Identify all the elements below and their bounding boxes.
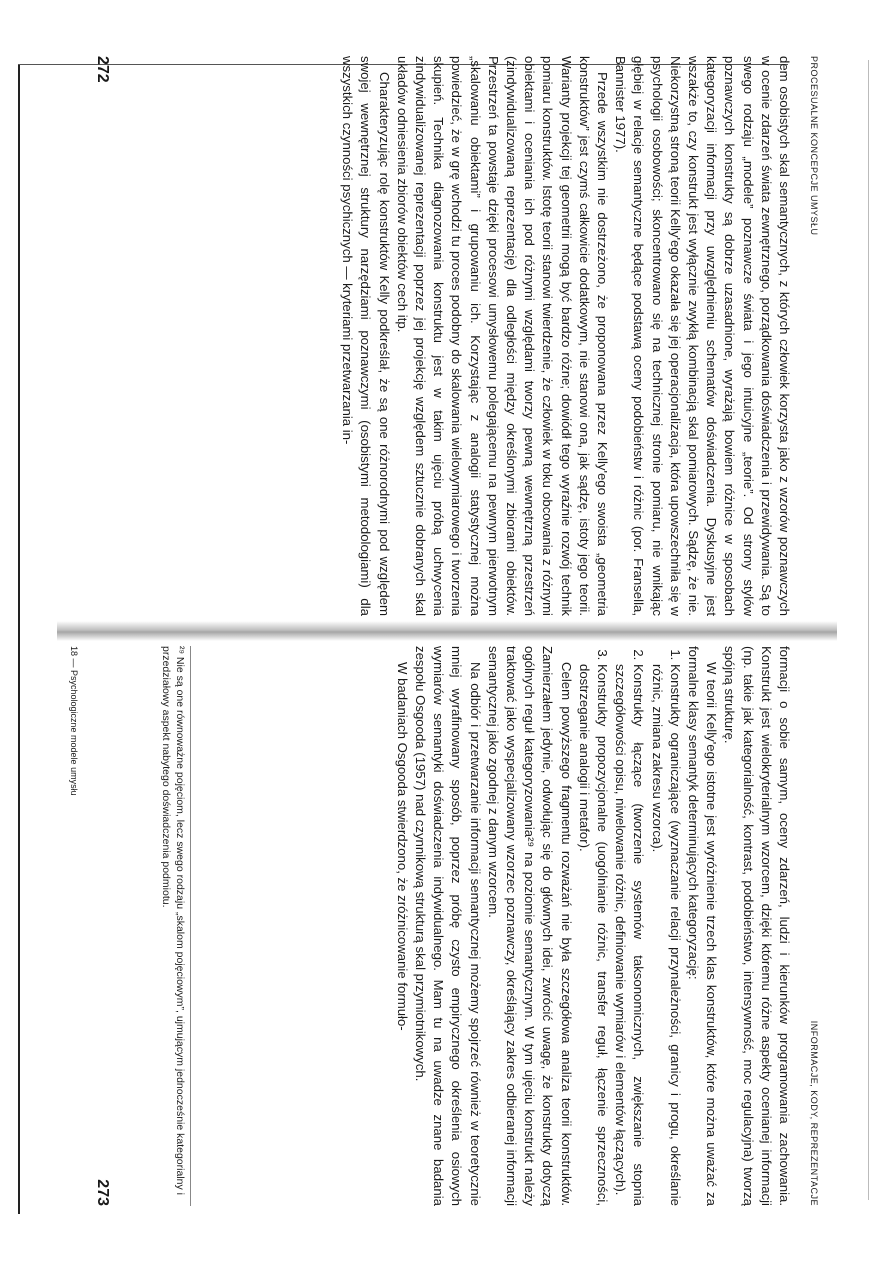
- page-number-right: 273: [94, 1179, 111, 1206]
- paragraph: dem osobistych skal semantycznych, z których człowiek korzysta jako z wzorów poznawczych w ocenie zdarzeń świata zewnętrznego, porządkowania doświadczenia i przewidywania. Są to swego rodzaju „modele” poznawcze świata i jego intuicyjne „teorie”. Od strony stylów poznawczych konstrukty są dobrze uzasadnione, wyrażają bowiem różnice w sposobach kategoryzacji informacji przy uwzględnieniu schematów doświadczenia. Dyskusyjne jest wszakże to, czy konstrukt jest wyłącznie zwykłą kombinacją skal pomiarowych. Sądzę, że nie. Niekorzystną stroną teorii Kelly'ego okazała się jej operacjonalizacja, która upowszechniła się w psychologii osobowości; skoncentrowano się na technicznej stronie pomiaru, nie wnikając głębiej w relacje semantyczne będące podstawą oceny podobieństw i różnic (por. Fransella, Bannister 1977).: [613, 56, 792, 616]
- list-item: 2. Konstrukty łączące (tworzenie systemów taksonomicznych, zwiększanie stopnia szczegółowości opisu, niwelowanie różnic, definiowanie wymiarów i elementów łączących).: [611, 664, 647, 1206]
- page-edge-right: [868, 60, 869, 1200]
- list-item: 1. Konstrukty ograniczające (wyznaczanie relacji przynależności, granicy i progu, określanie różnic, zmiana zakresu wzorca).: [647, 664, 683, 1206]
- rotated-spread: [61, 56, 831, 1206]
- footnotes: [155, 646, 191, 1206]
- paragraph: Przede wszystkim nie dostrzeżono, że proponowana przez Kelly'ego swoista „geometria konstruktów” jest czymś całkowicie dodatkowym, nie stanowi ona, jak sądzę, istoty jego teorii. Warianty projekcji tej geometrii mogą być bardzo różne; dowiódł tego wyraźnie rozwój technik pomiaru konstruktów. Istotę teorii stanowi twierdzenie, że człowiek w toku obcowania z różnymi obiektami i oceniania ich pod różnymi względami tworzy pewną wewnętrzną przestrzeń (zindywidualizowaną reprezentację) dla odległości między określonymi zbiorami obiektów. Przestrzeń ta powstaje dzięki procesowi umysłowemu polegającemu na pewnym pierwotnym „skalowaniu obiektami” i grupowaniu ich. Korzystając z analogii statystycznej można powiedzieć, że w grę wchodzi tu proces podobny do skalowania wielowymiarowego i tworzenia skupień. Technika diagnozowania konstruktu jest w takim ujęciu próbą uchwycenia zindywidualizowanej reprezentacji poprzez jej projekcję względem sztucznie dobranych skal układów odniesienia zbiorów obiektów cech itp.: [394, 56, 610, 616]
- paragraph: W teorii Kelly'ego istotne jest wyróżnienie trzech klas konstruktów, które można uważać za formalne klasy semantyk determinujących kategoryzację:: [685, 646, 720, 1206]
- right-page: [61, 646, 831, 1206]
- right-page-body: [153, 646, 793, 1206]
- paragraph: formacji o sobie samym, oceny zdarzeń, ludzi i kierunków programowania zachowania. Konstrukt jest wielokryterialnym wzorcem, dzięki któremu różne aspekty ocenianej informacji (np. takie jak kategorialność, kontrast, podobieństwo, intensywność, moc regulacyjna) tworzą spójną strukturę.: [722, 646, 792, 1206]
- running-header-left: PROCESUALNE KONCEPCJE UMYSŁU: [809, 56, 819, 236]
- page-number-left: 272: [94, 56, 111, 83]
- footnote: ²⁹ Nie są one równoważne pojęciom, lecz swego rodzaju „skalom pojęciowym”, ujmującym jednocześnie kategorialny i przedziałowy aspekt nabytego doświadczenia podmiotu.: [160, 646, 186, 1195]
- paragraph: Celem powyższego fragmentu rozważań nie była szczegółowa analiza teorii konstruktów. Zamierzałem jedynie, odwołując się do głównych idei, zwrócić uwagę, że konstrukty dotyczą ogólnych reguł kategoryzowania²⁹ na poziomie semantycznym. W tym ujęciu konstrukt należy traktować jako wyspecjalizowany wzorzec poznawczy, określający zakres odbieranej informacji semantycznej jako zgodnej z danym wzorcem.: [485, 646, 574, 1206]
- list-item: 3. Konstrukty propozycjonalne (uogólnianie różnic, transfer reguł, łączenie sprzeczności, dostrzeganie analogii i metafor).: [575, 664, 611, 1206]
- left-page-body: [153, 56, 793, 616]
- running-header-right: INFORMACJE, KODY, REPREZENTACJE: [809, 1020, 819, 1206]
- paragraph: Charakteryzując rolę konstruktów Kelly podkreślał, że są one różnorodnymi pod względem swojej wewnętrznej struktury narzędziami poznawczymi (osobistymi metodologiami) dla wszystkich czynności psychicznych — kryteriami przetwarzania in-: [340, 56, 392, 616]
- page-edge-left: [18, 64, 20, 1214]
- printer-signature: 18 — Psychologiczne modele umysłu: [69, 646, 79, 796]
- construct-classes-list: [575, 646, 684, 1206]
- left-page: [61, 56, 831, 616]
- paragraph: W badaniach Osgooda stwierdzono, że zróżnicowanie formuło-: [394, 662, 410, 1031]
- book-gutter-shadow: [57, 621, 837, 641]
- paragraph: Na odbiór i przetwarzanie informacji semantycznej możemy spojrzeć również w teoretycznie mniej wyrafinowany sposób, poprzez próbę czysto empirycznego określenia osiowych wymiarów semantyki doświadczenia indywidualnego. Mam tu na uwadze znane badania zespołu Osgooda (1957) nad czynnikową strukturą skal przymiotnikowych.: [412, 646, 483, 1206]
